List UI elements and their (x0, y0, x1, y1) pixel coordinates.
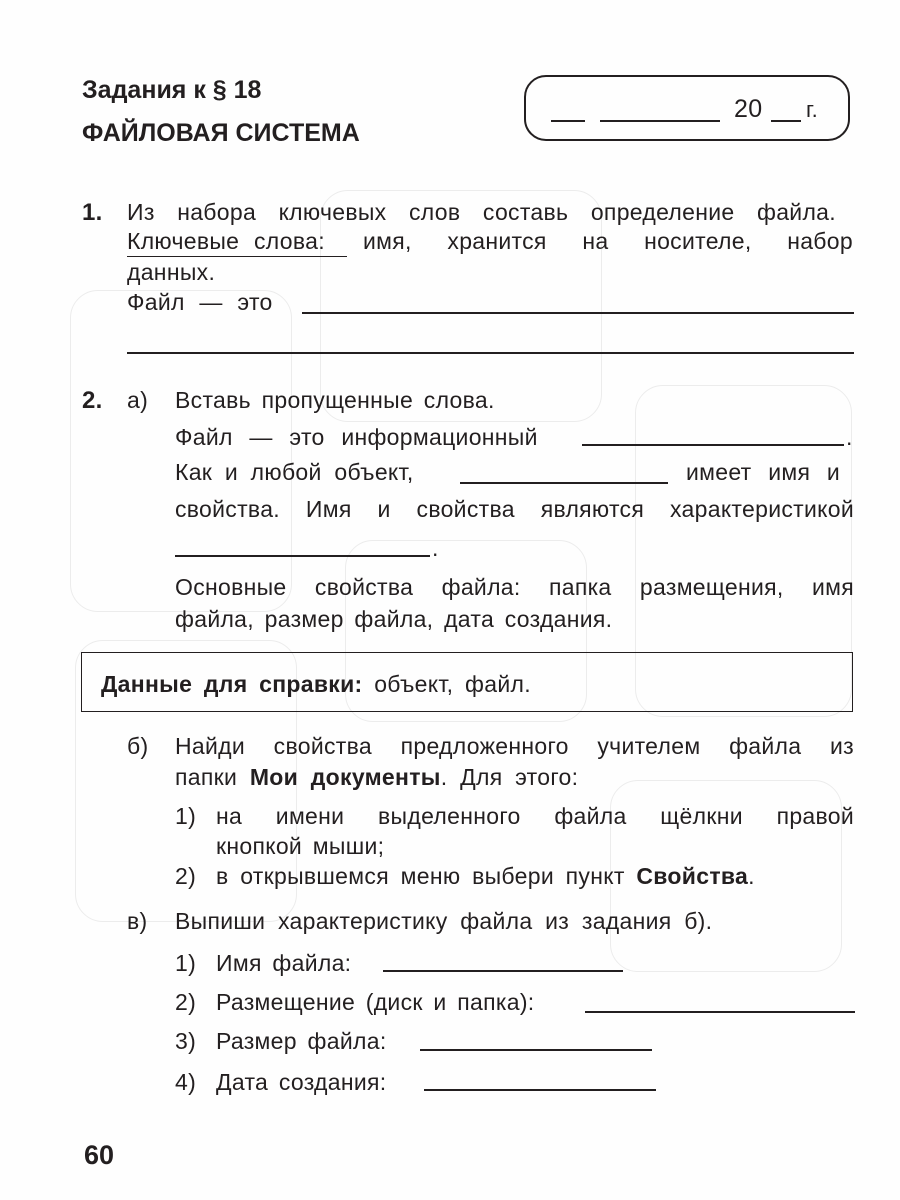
answer-line-file-size[interactable] (420, 1049, 652, 1051)
task1-line1 (127, 201, 836, 224)
word: Найди (175, 733, 246, 759)
word: свойства (314, 574, 414, 600)
task1-number: 1. (82, 199, 103, 226)
date-month-field[interactable] (600, 120, 720, 122)
word: файла (729, 733, 802, 759)
item1-label: Имя файла: (216, 950, 352, 976)
task1-line2 (363, 230, 853, 253)
word: файла: (441, 574, 521, 600)
reference-value: объект, файл. (374, 671, 531, 697)
word: на (582, 228, 609, 254)
task2b-line1 (175, 735, 854, 758)
sentence-period: . (846, 424, 853, 450)
word: свойства (273, 733, 372, 759)
step1-line2: кнопкой мыши; (216, 833, 385, 859)
word: файла. (756, 199, 836, 225)
reference-text (101, 673, 531, 696)
page-subtitle: ФАЙЛОВАЯ СИСТЕМА (82, 119, 360, 147)
show-through-shape (70, 290, 292, 612)
task2a-properties-line1 (175, 576, 854, 599)
word: из (830, 733, 854, 759)
word: папки (175, 764, 238, 790)
answer-line-object[interactable] (460, 482, 668, 484)
word: предложенного (400, 733, 569, 759)
word: имени (275, 803, 345, 829)
date-year-prefix: 20 (734, 95, 763, 123)
task2c-letter: в) (127, 908, 148, 934)
answer-line-file-definition-1[interactable] (302, 312, 854, 314)
word: имя (811, 574, 854, 600)
word: правой (776, 803, 854, 829)
step1-number: 1) (175, 803, 197, 829)
keywords-underline (127, 256, 347, 257)
word: составь (482, 199, 569, 225)
word: выделенного (378, 803, 521, 829)
task2c-instruction: Выпиши характеристику файла из задания б). (175, 908, 713, 934)
task2a-sentence1: Файл — это информационный (175, 424, 538, 450)
item3-label: Размер файла: (216, 1028, 387, 1054)
menu-item-properties: Свойства (636, 863, 749, 889)
task2b-letter: б) (127, 733, 149, 759)
item2-label: Размещение (диск и папка): (216, 989, 535, 1015)
step1-line1 (216, 805, 854, 828)
keywords-label: Ключевые слова: (127, 228, 325, 254)
answer-line-creation-date[interactable] (424, 1089, 656, 1091)
word: на (216, 803, 243, 829)
word: являются (540, 496, 645, 522)
item4-number: 4) (175, 1069, 197, 1095)
task2-number: 2. (82, 387, 103, 414)
reference-label: Данные для справки: (101, 671, 363, 697)
task2a-sentence2-end: имеет имя и (686, 459, 841, 485)
sentence-period: . (432, 535, 439, 561)
date-day-field[interactable] (551, 120, 585, 122)
word: файла (554, 803, 627, 829)
word: свойства. (175, 496, 280, 522)
item4-label: Дата создания: (216, 1069, 387, 1095)
word: папка (548, 574, 612, 600)
task2a-sentence3 (175, 498, 854, 521)
answer-line-file-name[interactable] (383, 970, 623, 972)
item1-number: 1) (175, 950, 197, 976)
word: свойства (416, 496, 515, 522)
word: в открывшемся меню выбери пункт (216, 863, 625, 889)
word: Из (127, 199, 155, 225)
page-number: 60 (84, 1140, 115, 1170)
date-box (524, 75, 850, 141)
word: щёлкни (660, 803, 743, 829)
task1-prompt: Файл — это (127, 289, 273, 315)
word: набор (787, 228, 853, 254)
word: размещения, (639, 574, 784, 600)
answer-line-informational[interactable] (582, 444, 844, 446)
task2a-instruction: Вставь пропущенные слова. (175, 387, 495, 413)
step2-text (216, 865, 755, 888)
item2-number: 2) (175, 989, 197, 1015)
word: определение (590, 199, 735, 225)
word: . Для этого: (440, 764, 579, 790)
page-title: Задания к § 18 (82, 76, 262, 104)
answer-line-characteristic[interactable] (175, 555, 430, 557)
word: . (748, 863, 755, 889)
word: и (377, 496, 391, 522)
answer-line-file-definition-2[interactable] (127, 352, 854, 354)
item3-number: 3) (175, 1028, 197, 1054)
word: носителе, (644, 228, 752, 254)
word: имя, (363, 228, 412, 254)
task2a-letter: а) (127, 387, 149, 413)
word: характеристикой (670, 496, 854, 522)
word: хранится (447, 228, 547, 254)
task2a-properties-line2: файла, размер файла, дата создания. (175, 606, 613, 632)
task2a-sentence2-start: Как и любой объект, (175, 459, 414, 485)
word: Основные (175, 574, 287, 600)
task2b-line2 (175, 766, 578, 789)
word: ключевых (278, 199, 387, 225)
word: Имя (305, 496, 352, 522)
date-suffix: г. (806, 97, 819, 122)
word: слов (409, 199, 461, 225)
step2-number: 2) (175, 863, 197, 889)
folder-name-my-documents: Мои документы (249, 764, 441, 790)
task1-line3: данных. (127, 259, 216, 285)
date-year-field[interactable] (771, 120, 801, 122)
word: набора (177, 199, 257, 225)
answer-line-location[interactable] (585, 1011, 855, 1013)
word: учителем (597, 733, 701, 759)
